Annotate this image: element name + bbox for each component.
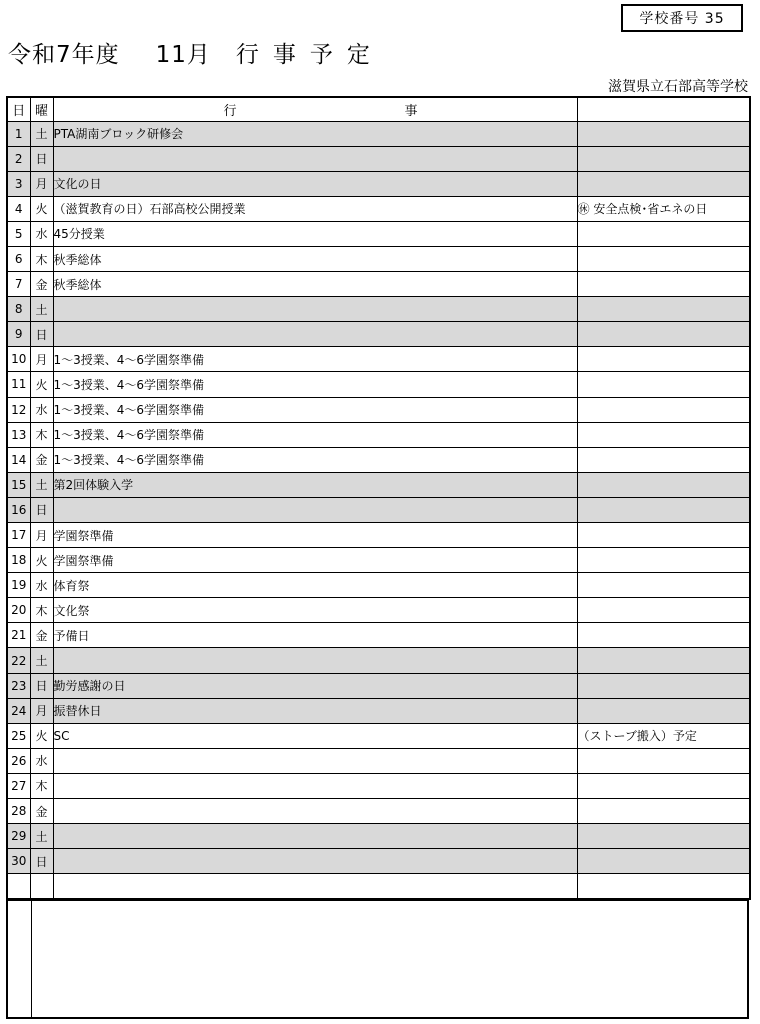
table-row	[7, 748, 750, 773]
event-cell: 1～3授業、4～6学園祭準備	[53, 422, 577, 447]
dow-cell: 土	[30, 121, 53, 146]
table-row	[7, 397, 750, 422]
note-cell	[577, 648, 750, 673]
table-row	[7, 272, 750, 297]
event-cell	[53, 799, 577, 824]
event-cell	[53, 849, 577, 874]
event-cell: 文化の日	[53, 171, 577, 196]
note-cell	[577, 347, 750, 372]
event-calendar-table	[6, 96, 751, 900]
day-cell: 11	[7, 372, 30, 397]
day-cell: 10	[7, 347, 30, 372]
day-cell: 19	[7, 573, 30, 598]
table-row	[7, 246, 750, 271]
header-event	[53, 97, 577, 121]
title-month: 11月	[155, 42, 211, 68]
day-cell: 2	[7, 146, 30, 171]
header-note	[577, 97, 750, 121]
table-row	[7, 196, 750, 221]
event-cell: 第2回体験入学	[53, 472, 577, 497]
dow-cell: 火	[30, 372, 53, 397]
day-cell: 1	[7, 121, 30, 146]
event-cell: 1～3授業、4～6学園祭準備	[53, 397, 577, 422]
memo-left-column	[8, 901, 32, 1017]
table-row	[7, 623, 750, 648]
event-cell: 勤労感謝の日	[53, 673, 577, 698]
day-cell: 4	[7, 196, 30, 221]
table-row	[7, 773, 750, 798]
day-cell: 7	[7, 272, 30, 297]
dow-cell: 水	[30, 397, 53, 422]
table-row	[7, 874, 750, 899]
note-cell	[577, 799, 750, 824]
table-row	[7, 171, 750, 196]
day-cell: 17	[7, 523, 30, 548]
event-cell	[53, 497, 577, 522]
table-row	[7, 322, 750, 347]
day-cell: 30	[7, 849, 30, 874]
event-cell: 45分授業	[53, 221, 577, 246]
table-row	[7, 824, 750, 849]
note-cell	[577, 246, 750, 271]
table-row	[7, 297, 750, 322]
dow-cell: 日	[30, 497, 53, 522]
event-cell: 体育祭	[53, 573, 577, 598]
note-cell	[577, 824, 750, 849]
note-cell	[577, 673, 750, 698]
table-header-row	[7, 97, 750, 121]
note-cell	[577, 698, 750, 723]
dow-cell: 水	[30, 573, 53, 598]
day-cell: 5	[7, 221, 30, 246]
table-row	[7, 799, 750, 824]
day-cell: 14	[7, 447, 30, 472]
dow-cell: 木	[30, 773, 53, 798]
note-cell	[577, 849, 750, 874]
note-cell: （ストーブ搬入）予定	[577, 723, 750, 748]
note-cell	[577, 573, 750, 598]
dow-cell: 月	[30, 171, 53, 196]
day-cell: 28	[7, 799, 30, 824]
day-cell: 23	[7, 673, 30, 698]
header-dow: 曜	[30, 97, 53, 121]
dow-cell: 月	[30, 698, 53, 723]
title-heading: 行事予定	[235, 42, 384, 68]
dow-cell: 土	[30, 472, 53, 497]
dow-cell: 土	[30, 297, 53, 322]
day-cell: 21	[7, 623, 30, 648]
dow-cell: 火	[30, 723, 53, 748]
note-cell	[577, 397, 750, 422]
dow-cell: 金	[30, 447, 53, 472]
event-cell	[53, 874, 577, 899]
table-row	[7, 347, 750, 372]
day-cell: 29	[7, 824, 30, 849]
event-cell: 振替休日	[53, 698, 577, 723]
note-cell	[577, 773, 750, 798]
event-cell: 文化祭	[53, 598, 577, 623]
event-cell: PTA湖南ブロック研修会	[53, 121, 577, 146]
note-cell	[577, 523, 750, 548]
note-cell	[577, 497, 750, 522]
day-cell: 9	[7, 322, 30, 347]
note-cell	[577, 447, 750, 472]
table-row	[7, 573, 750, 598]
dow-cell: 金	[30, 272, 53, 297]
event-cell: 1～3授業、4～6学園祭準備	[53, 372, 577, 397]
note-cell	[577, 472, 750, 497]
day-cell: 6	[7, 246, 30, 271]
note-cell	[577, 322, 750, 347]
dow-cell: 土	[30, 648, 53, 673]
dow-cell: 水	[30, 748, 53, 773]
table-row	[7, 548, 750, 573]
day-cell: 26	[7, 748, 30, 773]
dow-cell: 金	[30, 799, 53, 824]
note-cell	[577, 372, 750, 397]
note-cell	[577, 297, 750, 322]
dow-cell: 月	[30, 347, 53, 372]
table-row	[7, 698, 750, 723]
day-cell: 8	[7, 297, 30, 322]
title-era: 令和7年度	[8, 42, 120, 68]
note-cell	[577, 272, 750, 297]
school-number-box	[621, 4, 743, 32]
note-cell	[577, 874, 750, 899]
table-row	[7, 372, 750, 397]
header-event-char-2: 事	[404, 104, 418, 119]
event-cell: 秋季総体	[53, 246, 577, 271]
event-cell	[53, 297, 577, 322]
day-cell: 25	[7, 723, 30, 748]
dow-cell: 日	[30, 322, 53, 347]
table-row	[7, 447, 750, 472]
memo-box	[6, 899, 749, 1019]
note-cell	[577, 623, 750, 648]
dow-cell: 木	[30, 246, 53, 271]
table-row	[7, 146, 750, 171]
note-cell	[577, 171, 750, 196]
header-day: 日	[7, 97, 30, 121]
event-cell: SC	[53, 723, 577, 748]
day-cell: 15	[7, 472, 30, 497]
note-cell	[577, 598, 750, 623]
table-row	[7, 121, 750, 146]
event-cell: 1～3授業、4～6学園祭準備	[53, 447, 577, 472]
day-cell: 16	[7, 497, 30, 522]
event-cell: 学園祭準備	[53, 523, 577, 548]
day-cell: 27	[7, 773, 30, 798]
dow-cell: 木	[30, 598, 53, 623]
dow-cell: 水	[30, 221, 53, 246]
event-cell	[53, 648, 577, 673]
day-cell: 3	[7, 171, 30, 196]
table-row	[7, 849, 750, 874]
dow-cell	[30, 874, 53, 899]
day-cell: 18	[7, 548, 30, 573]
dow-cell: 月	[30, 523, 53, 548]
event-cell	[53, 322, 577, 347]
event-cell: 予備日	[53, 623, 577, 648]
note-cell	[577, 146, 750, 171]
note-cell	[577, 548, 750, 573]
table-row	[7, 598, 750, 623]
school-name: 滋賀県立石部高等学校	[608, 79, 748, 95]
event-cell: 秋季総体	[53, 272, 577, 297]
note-cell: ㊡ 安全点検･省エネの日	[577, 196, 750, 221]
day-cell: 13	[7, 422, 30, 447]
event-cell: 学園祭準備	[53, 548, 577, 573]
table-row	[7, 723, 750, 748]
table-row	[7, 673, 750, 698]
table-row	[7, 221, 750, 246]
note-cell	[577, 121, 750, 146]
dow-cell: 日	[30, 673, 53, 698]
note-cell	[577, 748, 750, 773]
dow-cell: 木	[30, 422, 53, 447]
dow-cell: 火	[30, 196, 53, 221]
page-title	[8, 36, 384, 69]
day-cell: 22	[7, 648, 30, 673]
day-cell: 20	[7, 598, 30, 623]
dow-cell: 土	[30, 824, 53, 849]
day-cell: 24	[7, 698, 30, 723]
table-row	[7, 472, 750, 497]
event-cell	[53, 824, 577, 849]
table-row	[7, 497, 750, 522]
event-cell: 1～3授業、4～6学園祭準備	[53, 347, 577, 372]
header-event-char-1: 行	[223, 104, 237, 119]
dow-cell: 日	[30, 849, 53, 874]
dow-cell: 金	[30, 623, 53, 648]
note-cell	[577, 422, 750, 447]
table-row	[7, 523, 750, 548]
school-number-label: 学校番号 35	[639, 11, 725, 27]
day-cell: 12	[7, 397, 30, 422]
event-cell	[53, 773, 577, 798]
day-cell	[7, 874, 30, 899]
dow-cell: 火	[30, 548, 53, 573]
table-row	[7, 648, 750, 673]
note-cell	[577, 221, 750, 246]
event-cell: （滋賀教育の日）石部高校公開授業	[53, 196, 577, 221]
dow-cell: 日	[30, 146, 53, 171]
event-cell	[53, 146, 577, 171]
event-cell	[53, 748, 577, 773]
table-row	[7, 422, 750, 447]
